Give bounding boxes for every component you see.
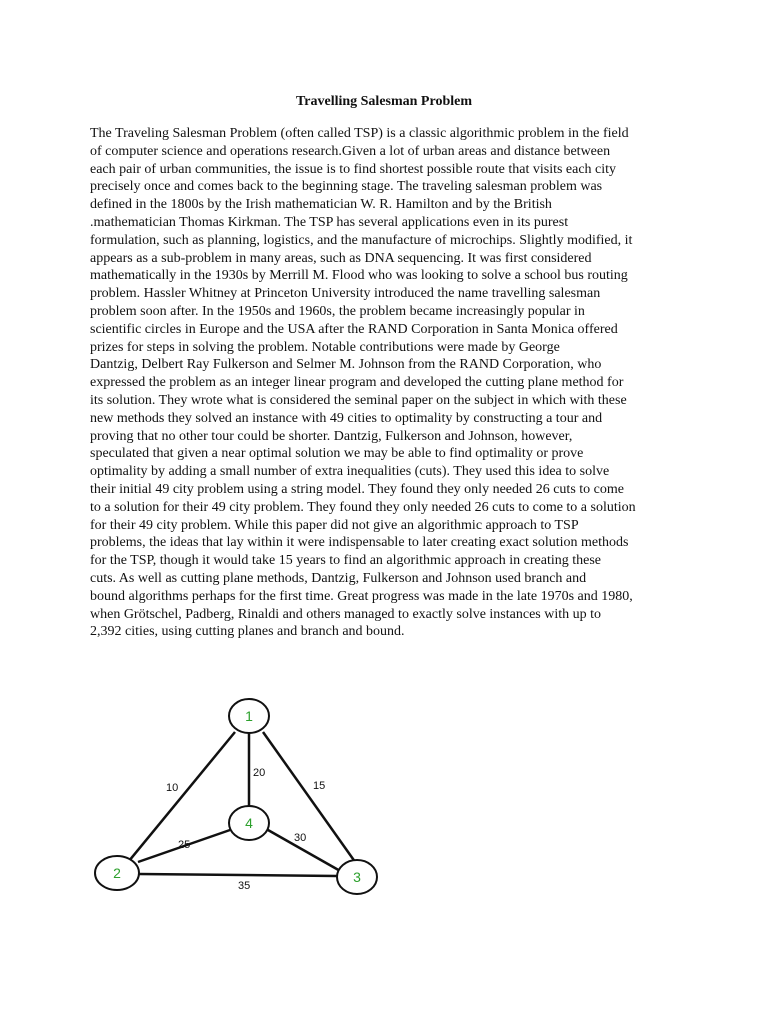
text-line: expressed the problem as an integer linear program and developed the cutting plane method for	[90, 375, 624, 391]
text-line: their initial 49 city problem using a string model. They found they only needed 26 cuts to come	[90, 481, 624, 497]
text-line: for the TSP, though it would take 15 years to find an algorithmic approach in creating these	[90, 553, 602, 569]
document-title: Travelling Salesman Problem	[295, 94, 473, 109]
text-line: new methods they solved an instance with 49 cities to optimality by constructing a tour and	[90, 410, 603, 426]
text-line: each pair of urban communities, the issue is to find shortest possible route that visits each city	[90, 161, 617, 177]
text-line: defined in the 1800s by the Irish mathematician W. R. Hamilton and by the British	[90, 197, 552, 213]
text-line: appears as a sub-problem in many areas, such as DNA sequencing. It was first considered	[90, 250, 592, 266]
text-line: its solution. They wrote what is considered the seminal paper on the subject in which with these	[90, 392, 627, 408]
text-line: 2,392 cities, using cutting planes and branch and bound.	[90, 624, 405, 640]
node-label: 3	[353, 869, 361, 885]
text-line: .mathematician Thomas Kirkman. The TSP has several applications even in its purest	[90, 214, 569, 230]
edge-weight-label: 20	[253, 767, 266, 779]
text-line: formulation, such as planning, logistics, and the manufacture of microchips. Slightly modified, it	[90, 232, 633, 248]
text-line: proving that no other tour could be shorter. Dantzig, Fulkerson and Johnson, however,	[90, 428, 573, 444]
text-line: scientific circles in Europe and the USA after the RAND Corporation in Santa Monica offered	[90, 321, 618, 337]
text-line: mathematically in the 1930s by Merrill M. Flood who was looking to solve a school bus routing	[90, 268, 628, 284]
graph-node-2	[95, 856, 139, 890]
text-line: optimality by adding a small number of extra inequalities (cuts). They used this idea to solve	[90, 464, 610, 480]
edge-weight-label: 30	[294, 832, 307, 844]
node-label: 2	[113, 865, 121, 881]
text-line: Dantzig, Delbert Ray Fulkerson and Selmer M. Johnson from the RAND Corporation, who	[90, 357, 602, 373]
graph-node-3	[337, 860, 377, 894]
text-line: speculated that given a near optimal solution we may be able to find optimality or prove	[90, 446, 584, 462]
node-label: 4	[245, 815, 253, 831]
text-line: for their 49 city problem. While this paper did not give an algorithmic approach to TSP	[90, 517, 579, 533]
body-paragraph	[90, 125, 680, 641]
text-line: problem soon after. In the 1950s and 1960s, the problem became increasingly popular in	[90, 303, 585, 319]
edge-weight-label: 10	[166, 782, 179, 794]
graph-node-1	[229, 699, 269, 733]
text-line: bound algorithms perhaps for the first time. Great progress was made in the late 1970s and 1980,	[90, 588, 633, 604]
edge-weight-label: 35	[238, 880, 251, 892]
node-label: 1	[245, 708, 253, 724]
text-line: when Grötschel, Padberg, Rinaldi and others managed to exactly solve instances with up to	[90, 606, 602, 622]
edge-weight-label: 15	[313, 780, 326, 792]
text-line: problems, the ideas that lay within it were indispensable to later creating exact solution methods	[90, 535, 629, 551]
tsp-graph-diagram	[80, 690, 400, 915]
text-line: to a solution for their 49 city problem. They found they only needed 26 cuts to come to a solution	[90, 499, 636, 515]
edge-weight-label: 25	[178, 839, 191, 851]
edge-2-3	[139, 874, 337, 876]
text-line: problem. Hassler Whitney at Princeton University introduced the name travelling salesman	[90, 286, 601, 302]
edge-1-3	[263, 732, 358, 866]
text-line: of computer science and operations research.Given a lot of urban areas and distance between	[90, 143, 611, 159]
text-line: The Traveling Salesman Problem (often called TSP) is a classic algorithmic problem in the field	[90, 126, 629, 141]
graph-node-4	[229, 806, 269, 840]
text-line: precisely once and comes back to the beginning stage. The traveling salesman problem was	[90, 179, 603, 195]
text-line: cuts. As well as cutting plane methods, Dantzig, Fulkerson and Johnson used branch and	[90, 570, 587, 586]
text-line: prizes for steps in solving the problem. Notable contributions were made by George	[90, 339, 560, 355]
